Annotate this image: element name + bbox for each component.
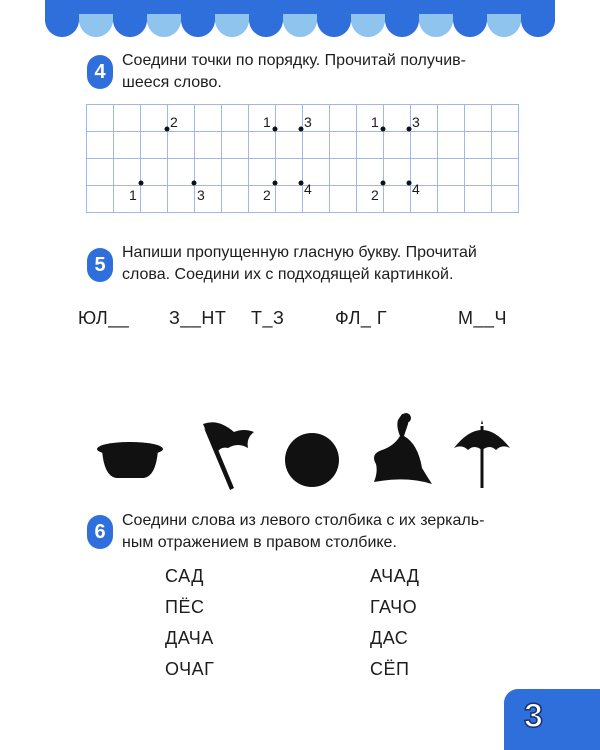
scallop bbox=[249, 14, 283, 37]
left-word-4: ОЧАГ bbox=[165, 659, 215, 679]
dot-number-label: 4 bbox=[412, 181, 420, 197]
left-word-3: ДАЧА bbox=[165, 628, 214, 648]
task-4-instruction: Соедини точки по порядку. Прочитай получив- шееся слово. bbox=[122, 52, 466, 91]
top-scallop-border bbox=[0, 0, 600, 50]
word-2: З__НТ bbox=[169, 308, 227, 328]
dot-number-label: 3 bbox=[304, 114, 312, 130]
word-4: ФЛ_ Г bbox=[335, 308, 388, 328]
umbrella-icon bbox=[452, 420, 512, 492]
task-4-number-badge: 4 bbox=[87, 55, 113, 89]
grid-dot[interactable] bbox=[381, 127, 386, 132]
dot-number-label: 1 bbox=[129, 187, 137, 203]
grid-dot[interactable] bbox=[273, 181, 278, 186]
dot-number-label: 1 bbox=[371, 114, 379, 130]
bowl-icon bbox=[96, 436, 164, 486]
dot-number-label: 2 bbox=[263, 187, 271, 203]
right-word-1: АЧАД bbox=[370, 566, 420, 586]
scallop bbox=[453, 14, 487, 37]
scallop bbox=[215, 14, 249, 37]
grid-dot[interactable] bbox=[407, 181, 412, 186]
scallop bbox=[283, 14, 317, 37]
scallop bbox=[113, 14, 147, 37]
task-5-instruction: Напиши пропущенную гласную букву. Прочитай слова. Соедини их с подходящей картинкой. bbox=[122, 244, 477, 283]
scallop bbox=[385, 14, 419, 37]
page-number-tab bbox=[504, 689, 600, 750]
scallop bbox=[487, 14, 521, 37]
task-5-number-badge: 5 bbox=[87, 248, 113, 282]
grid-dot[interactable] bbox=[407, 127, 412, 132]
dot-number-label: 4 bbox=[304, 181, 312, 197]
grid-dot[interactable] bbox=[299, 127, 304, 132]
scallop bbox=[45, 14, 79, 37]
dot-number-label: 2 bbox=[371, 187, 379, 203]
task-6-instruction: Соедини слова из левого столбика с их зеркаль- ным отражением в правом столбике. bbox=[122, 512, 485, 551]
scallop bbox=[521, 14, 555, 37]
right-word-4: СЁП bbox=[370, 659, 410, 679]
grid-dot[interactable] bbox=[381, 181, 386, 186]
scallop bbox=[181, 14, 215, 37]
page-number: 3 bbox=[524, 697, 543, 735]
word-1: ЮЛ__ bbox=[78, 308, 130, 328]
scallop bbox=[351, 14, 385, 37]
left-word-1: САД bbox=[165, 566, 204, 586]
dot-number-label: 1 bbox=[263, 114, 271, 130]
right-word-3: ДАС bbox=[370, 628, 409, 648]
grid-dot[interactable] bbox=[273, 127, 278, 132]
scallop bbox=[317, 14, 351, 37]
right-word-2: ГАЧО bbox=[370, 597, 418, 617]
scallop bbox=[147, 14, 181, 37]
scallop bbox=[419, 14, 453, 37]
grid-dot[interactable] bbox=[192, 181, 197, 186]
grid-dot[interactable] bbox=[299, 181, 304, 186]
grid-dot[interactable] bbox=[139, 181, 144, 186]
word-5: М__Ч bbox=[458, 308, 508, 328]
left-word-2: ПЁС bbox=[165, 597, 205, 617]
task-6-number-badge: 6 bbox=[87, 515, 113, 549]
word-3: Т_З bbox=[251, 308, 285, 328]
flag-icon bbox=[198, 418, 260, 492]
scallop bbox=[79, 14, 113, 37]
dot-number-label: 3 bbox=[197, 187, 205, 203]
dot-number-label: 2 bbox=[170, 114, 178, 130]
dot-number-label: 3 bbox=[412, 114, 420, 130]
bell-icon bbox=[366, 412, 434, 488]
ball-icon bbox=[284, 432, 340, 488]
grid-dot[interactable] bbox=[165, 127, 170, 132]
